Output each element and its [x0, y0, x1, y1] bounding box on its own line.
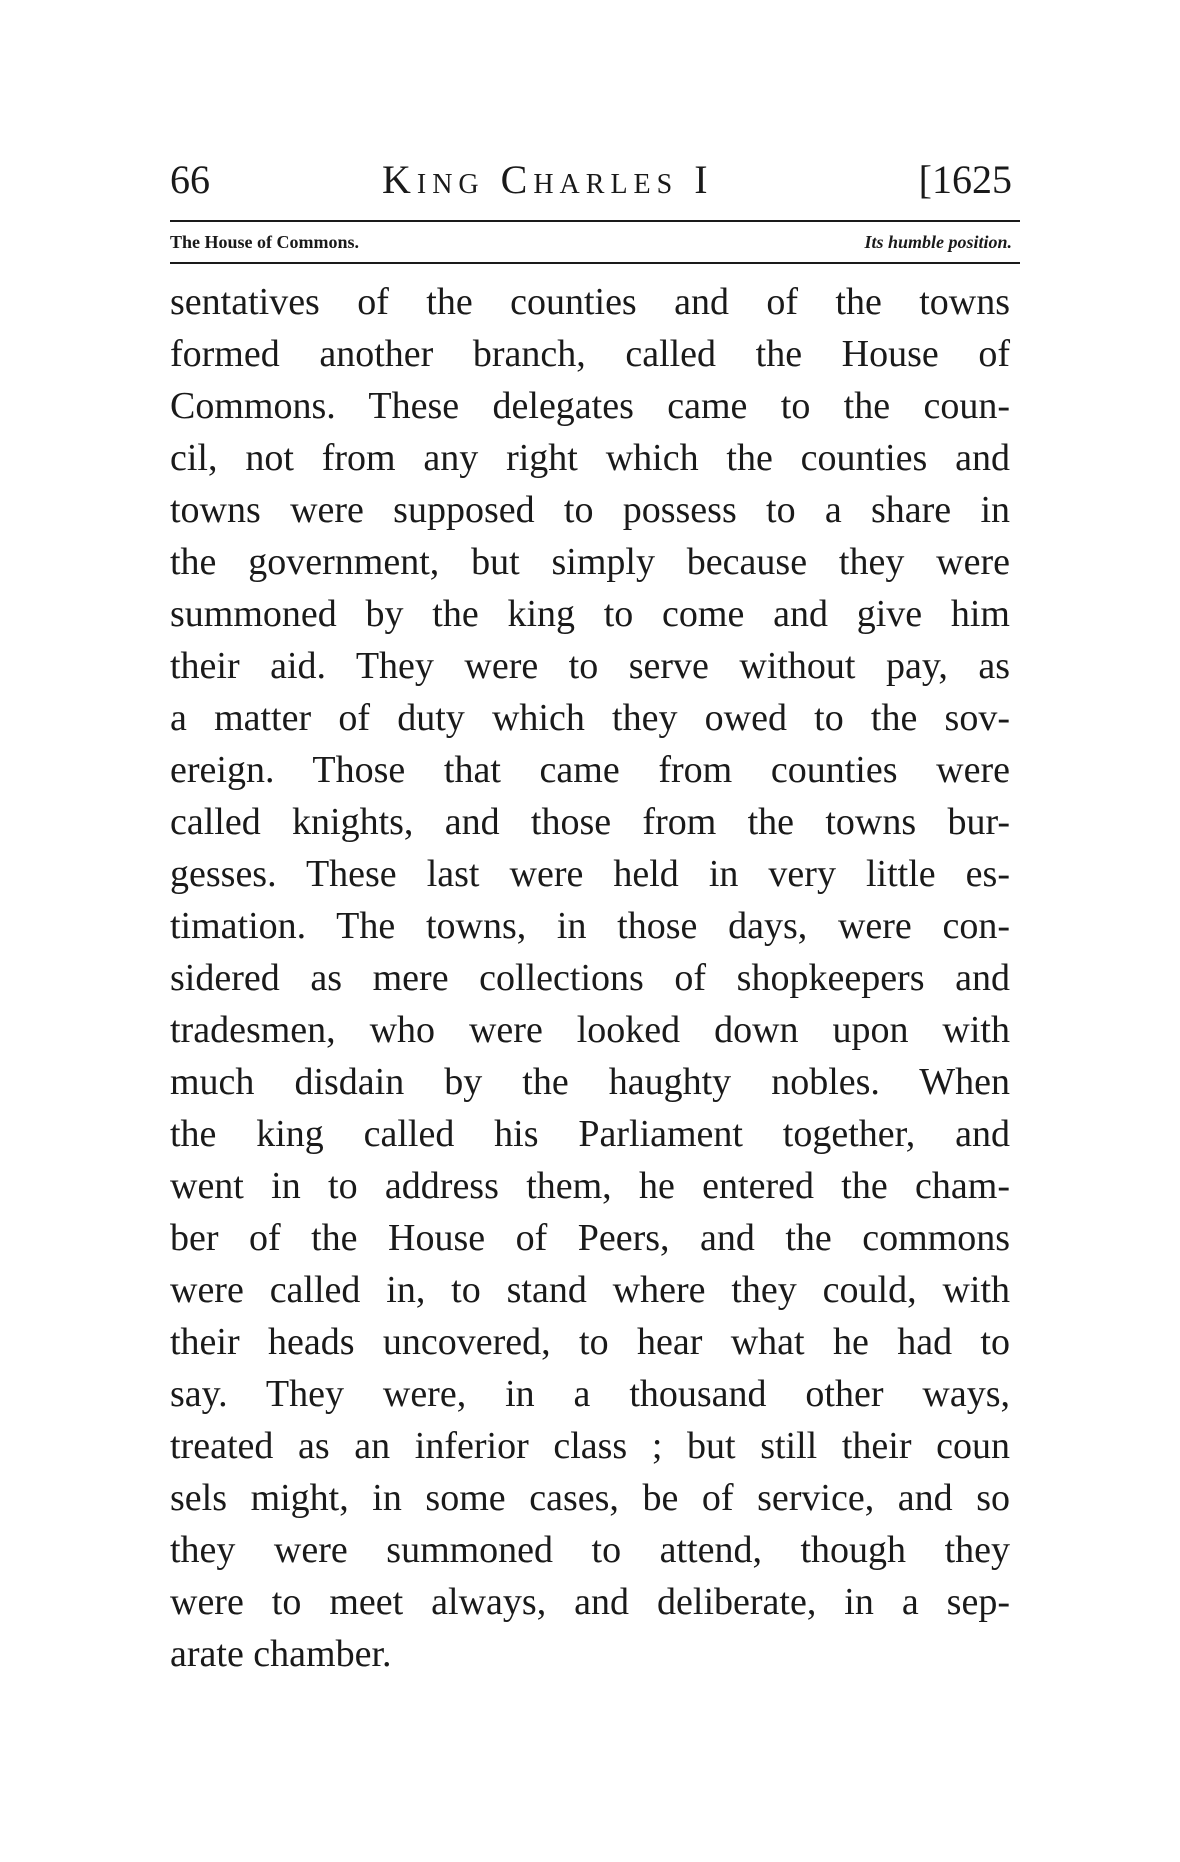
sidenote-right: Its humble position.: [864, 232, 1012, 252]
text-line: towns were supposed to possess to a share in: [170, 489, 1010, 531]
running-header: [170, 150, 1020, 210]
text-line: say. They were, in a thousand other ways,: [170, 1373, 1010, 1415]
text-line: were called in, to stand where they could, with: [170, 1269, 1010, 1311]
text-line: arate chamber.: [170, 1633, 392, 1675]
body-text: [170, 276, 1020, 1680]
text-line: much disdain by the haughty nobles. When: [170, 1061, 1010, 1103]
sidenote-left: The House of Commons.: [170, 232, 360, 252]
text-line: sentatives of the counties and of the towns: [170, 281, 1010, 323]
sidenote-rule: [170, 262, 1020, 264]
text-line: their aid. They were to serve without pay, as: [170, 645, 1010, 687]
text-line: they were summoned to attend, though they: [170, 1529, 1010, 1571]
text-line: ereign. Those that came from counties were: [170, 749, 1010, 791]
text-line: tradesmen, who were looked down upon with: [170, 1009, 1010, 1051]
text-line: treated as an inferior class ; but still their coun: [170, 1425, 1010, 1467]
text-line: sidered as mere collections of shopkeepers and: [170, 957, 1010, 999]
text-line: gesses. These last were held in very little es-: [170, 853, 1010, 895]
running-title: King Charles I: [382, 157, 714, 202]
text-line: went in to address them, he entered the cham-: [170, 1165, 1010, 1207]
text-line: Commons. These delegates came to the coun-: [170, 385, 1010, 427]
text-line: called knights, and those from the towns bur-: [170, 801, 1010, 843]
book-page: [170, 150, 1020, 1680]
page-number: 66: [170, 157, 210, 202]
text-line: sels might, in some cases, be of service, and so: [170, 1477, 1010, 1519]
text-line: their heads uncovered, to hear what he had to: [170, 1321, 1010, 1363]
text-line: timation. The towns, in those days, were con-: [170, 905, 1010, 947]
text-line: ber of the House of Peers, and the commons: [170, 1217, 1010, 1259]
text-line: cil, not from any right which the counties and: [170, 437, 1010, 479]
text-line: were to meet always, and deliberate, in a sep-: [170, 1581, 1010, 1623]
text-line: summoned by the king to come and give him: [170, 593, 1010, 635]
text-line: the government, but simply because they were: [170, 541, 1010, 583]
text-line: the king called his Parliament together, and: [170, 1113, 1010, 1155]
text-line: formed another branch, called the House of: [170, 333, 1010, 375]
sidenote-bar: [170, 222, 1020, 262]
text-line: a matter of duty which they owed to the sov-: [170, 697, 1010, 739]
running-year: [1625: [918, 157, 1012, 202]
